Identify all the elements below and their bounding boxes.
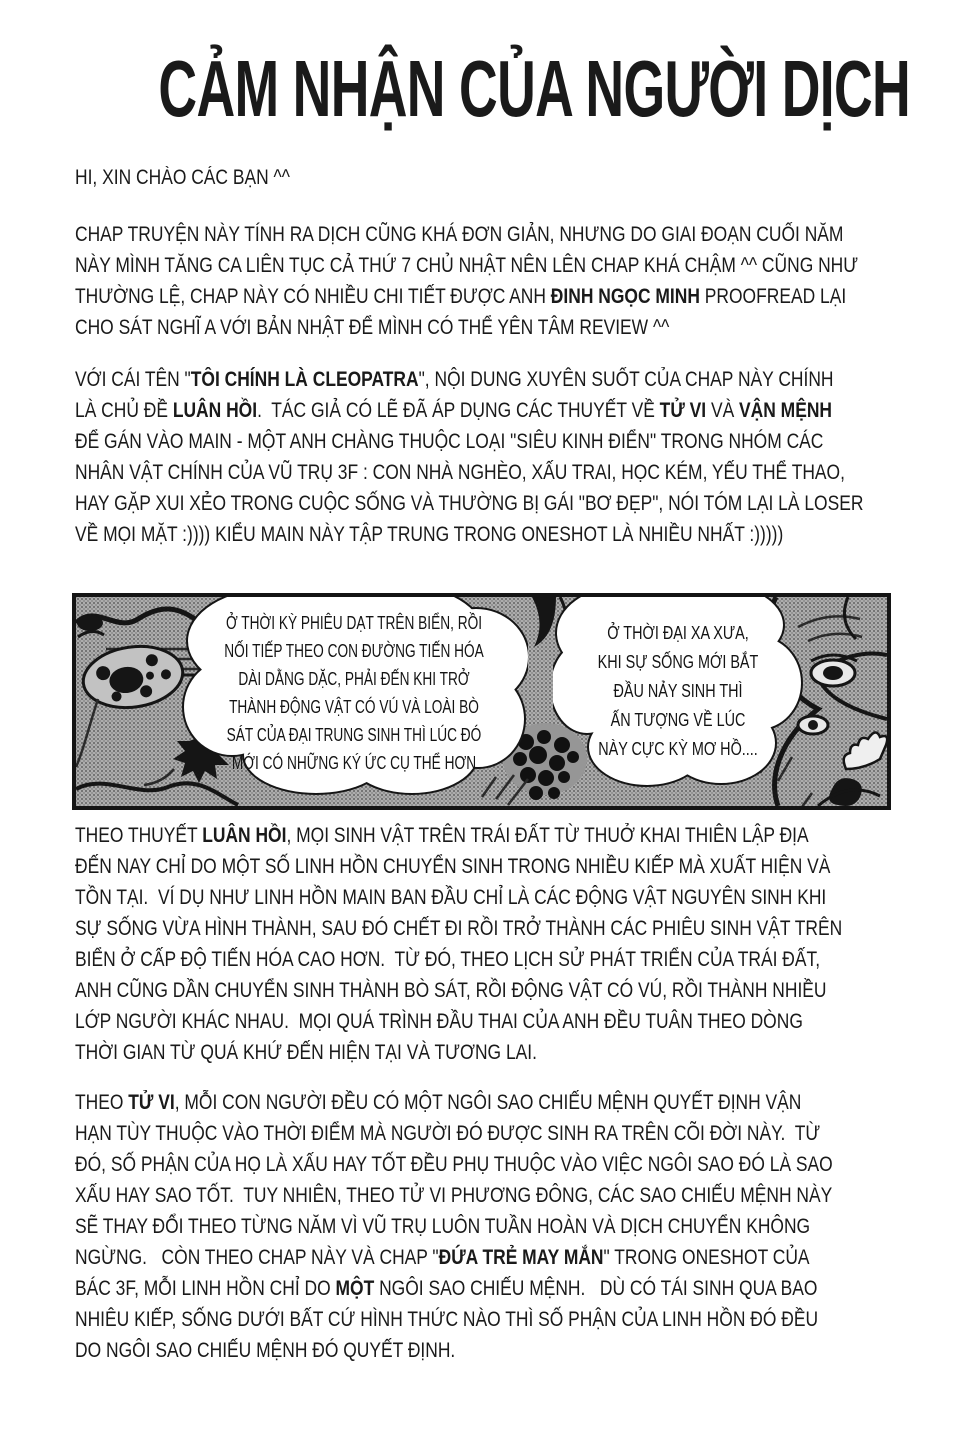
paragraph-theme xyxy=(75,364,863,550)
text-line: DÀI DẰNG DẶC, PHẢI ĐẾN KHI TRỞ xyxy=(238,669,470,689)
text-line: NÀY CỰC KỲ MƠ HỒ.... xyxy=(598,739,758,759)
text-line: NÀY MÌNH TĂNG CA LIÊN TỤC CẢ THỨ 7 CHỦ NHẬT NÊN LÊN CHAP KHÁ CHẬM ^^ CŨNG NHƯ xyxy=(75,254,859,277)
text-line: KHI SỰ SỐNG MỚI BẮT xyxy=(597,652,759,672)
text-line: NHÂN VẬT CHÍNH CỦA VŨ TRỤ 3F : CON NHÀ NGHÈO, XẤU TRAI, HỌC KÉM, YẾU THỂ THAO, xyxy=(75,461,845,484)
text-line: HAY GẶP XUI XẺO TRONG CUỘC SỐNG VÀ THƯỜNG BỊ GÁI "BƠ ĐẸP", NÓI TÓM LẠI LÀ LOSER xyxy=(75,492,864,515)
speech-bubble-right-text xyxy=(578,619,778,764)
speech-bubble-left xyxy=(180,593,528,797)
text-line: BÁC 3F, MỖI LINH HỒN CHỈ DO MỘT NGÔI SAO CHIẾU MỆNH. DÙ CÓ TÁI SINH QUA BAO xyxy=(75,1277,818,1300)
text-line: NỐI TIẾP THEO CON ĐƯỜNG TIẾN HÓA xyxy=(224,641,484,661)
text-line: THÀNH ĐỘNG VẬT CÓ VÚ VÀ LOÀI BÒ xyxy=(229,697,479,717)
text-line: DO NGÔI SAO CHIẾU MỆNH ĐÓ QUYẾT ĐỊNH. xyxy=(75,1339,456,1362)
text-line: LỚP NGƯỜI KHÁC NHAU. MỌI QUÁ TRÌNH ĐẦU THAI CỦA ANH ĐỀU TUÂN THEO DÒNG xyxy=(75,1010,803,1033)
text-line: VỀ MỌI MẶT :)))) KIỂU MAIN NÀY TẬP TRUNG TRONG ONESHOT LÀ NHIỀU NHẤT :))))) xyxy=(75,523,784,546)
text-line: VỚI CÁI TÊN "TÔI CHÍNH LÀ CLEOPATRA", NỘI DUNG XUYÊN SUỐT CỦA CHAP NÀY CHÍNH xyxy=(75,368,834,391)
text-line: ĐÓ, SỐ PHẬN CỦA HỌ LÀ XẤU HAY TỐT ĐỀU PHỤ THUỘC VÀO VIỆC NGÔI SAO ĐÓ LÀ SAO xyxy=(75,1153,833,1176)
text-line: THỜI GIAN TỪ QUÁ KHỨ ĐẾN HIỆN TẠI VÀ TƯƠNG LAI. xyxy=(75,1041,537,1064)
paragraph-astrology xyxy=(75,1087,833,1366)
text-line: BIỂN Ở CẤP ĐỘ TIẾN HÓA CAO HƠN. TỪ ĐÓ, THEO LỊCH SỬ PHÁT TRIỂN CỦA TRÁI ĐẤT, xyxy=(75,948,821,971)
text-line: XẤU HAY SAO TỐT. TUY NHIÊN, THEO TỬ VI PHƯƠNG ĐÔNG, CÁC SAO CHIẾU MỆNH NÀY xyxy=(75,1184,833,1207)
text-line: THEO THUYẾT LUÂN HỒI, MỌI SINH VẬT TRÊN TRÁI ĐẤT TỪ THUỞ KHAI THIÊN LẬP ĐỊA xyxy=(75,824,809,847)
text-line: CHO SÁT NGHĨ A VỚI BẢN NHẬT ĐỂ MÌNH CÓ THỂ YÊN TÂM REVIEW ^^ xyxy=(75,316,670,339)
page-title: CẢM NHẬN CỦA NGƯỜI DỊCH xyxy=(158,44,911,133)
text-line: NHIÊU KIẾP, SỐNG DƯỚI BẤT CỨ HÌNH THỨC NÀO THÌ SỐ PHẬN CỦA LINH HỒN ĐÓ ĐỀU xyxy=(75,1308,819,1331)
text-line: ẤN TƯỢNG VỀ LÚC xyxy=(610,710,746,730)
text-line: MỚI CÓ NHỮNG KÝ ỨC CỤ THỂ HƠN xyxy=(231,753,477,773)
paramecium-drawing xyxy=(79,640,186,713)
paragraph-reincarnation xyxy=(75,820,842,1068)
text-line: ĐẾN NAY CHỈ DO MỘT SỐ LINH HỒN CHUYỂN SINH TRONG NHIỀU KIẾP MÀ XUẤT HIỆN VÀ xyxy=(75,855,831,878)
text-line: SẼ THAY ĐỔI THEO TỪNG NĂM VÌ VŨ TRỤ LUÔN TUẦN HOÀN VÀ DỊCH CHUYỂN KHÔNG xyxy=(75,1215,811,1238)
text-line: LÀ CHỦ ĐỀ LUÂN HỒI. TÁC GIẢ CÓ LẼ ĐÃ ÁP DỤNG CÁC THUYẾT VỀ TỬ VI VÀ VẬN MỆNH xyxy=(75,399,833,422)
paragraph-intro xyxy=(75,219,858,343)
greeting-text xyxy=(75,162,290,193)
speech-bubble-right xyxy=(553,593,803,791)
text-line: HẠN TÙY THUỘC VÀO THỜI ĐIỂM MÀ NGƯỜI ĐÓ ĐƯỢC SINH RA TRÊN CÕI ĐỜI NÀY. TỪ xyxy=(75,1122,821,1145)
text-line: Ở THỜI KỲ PHIÊU DẠT TRÊN BIỂN, RỒI xyxy=(225,613,483,633)
text-line: ANH CŨNG DẦN CHUYỂN SINH THÀNH BÒ SÁT, RỒI ĐỘNG VẬT CÓ VÚ, RỒI THÀNH NHIỀU xyxy=(75,979,827,1002)
text-line: ĐẦU NẢY SINH THÌ xyxy=(613,681,743,701)
text-line: ĐỂ GÁN VÀO MAIN - MỘT ANH CHÀNG THUỘC LOẠI "SIÊU KINH ĐIỂN" TRONG NHÓM CÁC xyxy=(75,430,824,453)
text-line: Ở THỜI ĐẠI XA XƯA, xyxy=(607,623,749,643)
text-line: TỒN TẠI. VÍ DỤ NHƯ LINH HỒN MAIN BAN ĐẦU CHỈ LÀ CÁC ĐỘNG VẬT NGUYÊN SINH KHI xyxy=(75,886,827,909)
text-line: HI, XIN CHÀO CÁC BẠN ^^ xyxy=(75,166,290,189)
text-line: THƯỜNG LỆ, CHAP NÀY CÓ NHIỀU CHI TIẾT ĐƯỢC ANH ĐINH NGỌC MINH PROOFREAD LẠI xyxy=(75,285,847,308)
text-line: SÁT CỦA ĐẠI TRUNG SINH THÌ LÚC ĐÓ xyxy=(226,725,482,745)
speech-bubble-left-text xyxy=(222,609,486,777)
text-line: NGỪNG. CÒN THEO CHAP NÀY VÀ CHAP "ĐỨA TRẺ MAY MẮN" TRONG ONESHOT CỦA xyxy=(75,1246,810,1269)
text-line: THEO TỬ VI, MỖI CON NGƯỜI ĐỀU CÓ MỘT NGÔI SAO CHIẾU MỆNH QUYẾT ĐỊNH VẬN xyxy=(75,1091,802,1114)
text-line: SỰ SỐNG VỪA HÌNH THÀNH, SAU ĐÓ CHẾT ĐI RỒI TRỞ THÀNH CÁC PHIÊU SINH VẬT TRÊN xyxy=(75,917,843,940)
text-line: CHAP TRUYỆN NÀY TÍNH RA DỊCH CŨNG KHÁ ĐƠN GIẢN, NHƯNG DO GIAI ĐOẠN CUỐI NĂM xyxy=(75,223,844,246)
manga-panel xyxy=(72,593,891,810)
